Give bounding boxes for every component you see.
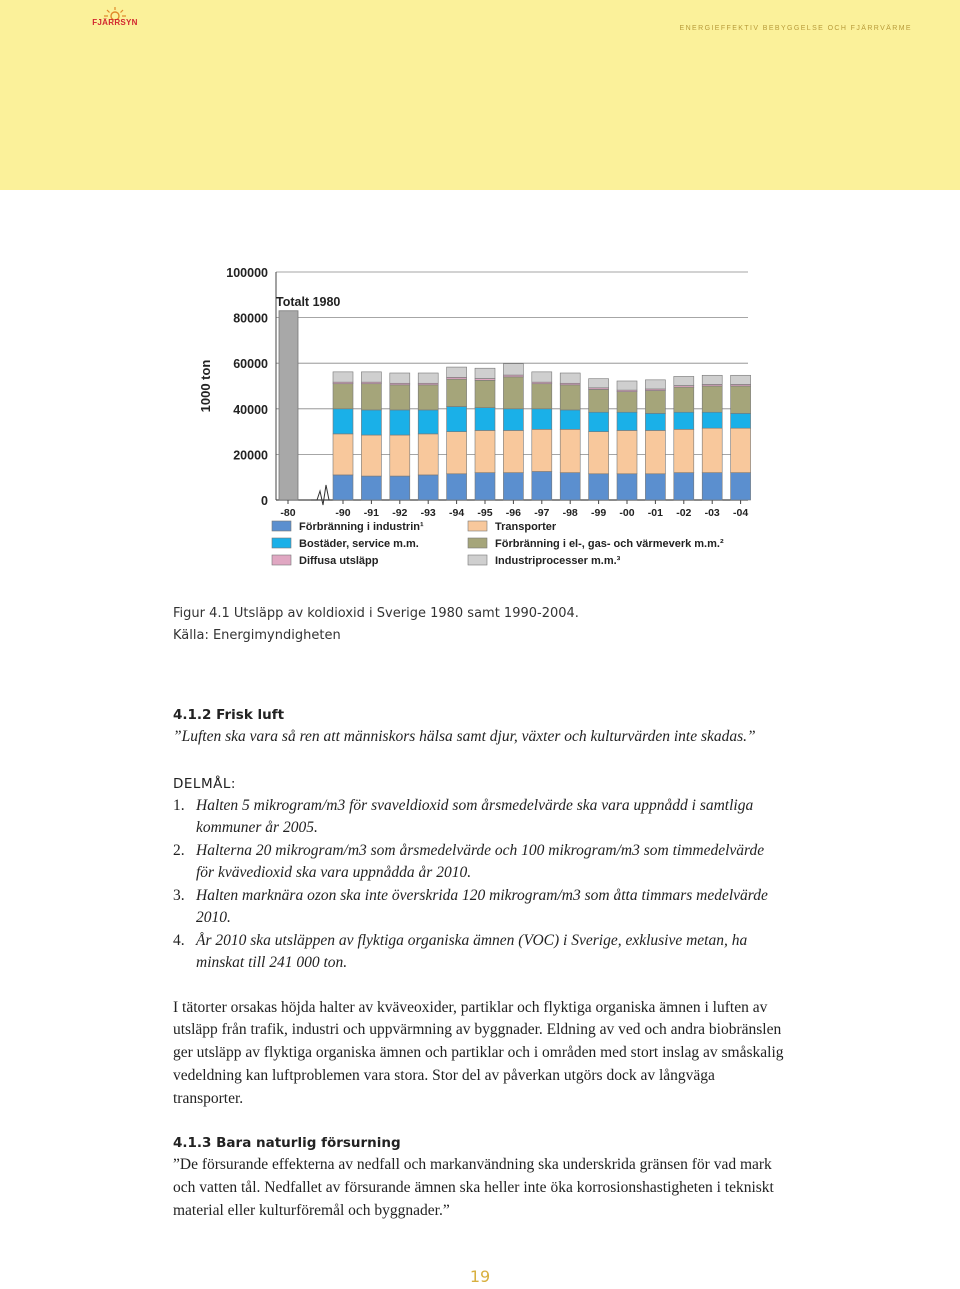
bar-segment bbox=[418, 410, 438, 434]
bar-segment bbox=[475, 473, 495, 500]
caption-title: Figur 4.1 Utsläpp av koldioxid i Sverige 1980 samt 1990-2004. bbox=[173, 606, 579, 621]
bar-segment bbox=[361, 435, 381, 476]
bar-segment bbox=[333, 409, 353, 434]
fjarrsyn-logo bbox=[92, 6, 138, 30]
caption-source: Källa: Energimyndigheten bbox=[173, 628, 341, 643]
running-title: ENERGIEFFEKTIV BEBYGGELSE OCH FJÄRRVÄRME bbox=[679, 25, 912, 32]
legend-swatch bbox=[468, 555, 487, 565]
bar-segment bbox=[702, 375, 722, 384]
bar-segment bbox=[475, 430, 495, 472]
x-tick-label: -98 bbox=[562, 507, 578, 519]
bar-segment bbox=[674, 412, 694, 429]
bar-segment bbox=[731, 473, 751, 500]
bar-segment bbox=[617, 412, 637, 430]
body-paragraph: I tätorter orsakas höjda halter av kväveoxider, partiklar och flyktiga organiska ämnen i luften av utsläpp från trafik, industri och uppvärmning av byggnader. Eldning av ved och andra biobränslen ger utsläpp av flyktiga organiska ämnen och partiklar och i områden med stort inslag av småskalig vedeldning kan luftproblemen vara stora. Stor del av påverkan utgörs dock av långväga transporter. bbox=[173, 998, 784, 1107]
bar-segment bbox=[731, 386, 751, 413]
legend-label: Transporter bbox=[495, 521, 557, 533]
page-number: 19 bbox=[469, 1267, 491, 1286]
page-header bbox=[0, 0, 960, 190]
goal-text: Halten marknära ozon ska inte överskrida 120 mikrogram/m3 som åtta timmars medelvärde 2010. bbox=[196, 886, 768, 926]
bar-segment bbox=[702, 386, 722, 412]
bar-segment bbox=[560, 473, 580, 500]
bar-segment bbox=[390, 410, 410, 435]
goal-item bbox=[173, 795, 785, 840]
section-heading-forsurning: 4.1.3 Bara naturlig försurning bbox=[173, 1135, 401, 1152]
axis-break-mark bbox=[311, 485, 334, 505]
legend-label: Diffusa utsläpp bbox=[299, 555, 379, 567]
bar-segment bbox=[390, 435, 410, 476]
goal-number: 4. bbox=[173, 931, 185, 949]
legend-swatch bbox=[272, 538, 291, 548]
bar-segment bbox=[532, 429, 552, 471]
bar-segment bbox=[589, 474, 609, 500]
logo-text: FJÄRRSYN bbox=[92, 18, 138, 27]
bar-segment bbox=[333, 372, 353, 382]
goal-number: 2. bbox=[173, 841, 185, 859]
bar-segment bbox=[674, 429, 694, 472]
x-tick-label: -00 bbox=[619, 507, 635, 519]
x-tick-label: -92 bbox=[392, 507, 408, 519]
bar-segment bbox=[447, 367, 467, 377]
x-tick-label: -93 bbox=[420, 507, 436, 519]
bar-segment bbox=[674, 387, 694, 412]
bar-segment bbox=[674, 473, 694, 500]
bar-segment bbox=[645, 474, 665, 500]
y-tick-label: 60000 bbox=[233, 357, 268, 372]
x-tick-label: -97 bbox=[534, 507, 550, 519]
bar-segment bbox=[645, 391, 665, 414]
bar-segment bbox=[475, 380, 495, 407]
figure-caption bbox=[173, 603, 579, 647]
bar-segment bbox=[447, 432, 467, 474]
co2-emissions-chart bbox=[190, 255, 760, 585]
goal-number: 1. bbox=[173, 796, 185, 814]
bar-segment bbox=[447, 474, 467, 500]
bar-segment bbox=[560, 373, 580, 383]
bar-segment bbox=[390, 476, 410, 500]
bar-segment bbox=[560, 429, 580, 472]
legend-label: Bostäder, service m.m. bbox=[299, 538, 419, 550]
bar-segment bbox=[645, 430, 665, 473]
goal-item bbox=[173, 885, 785, 930]
goal-text: Halten 5 mikrogram/m3 för svaveldioxid som årsmedelvärde ska vara uppnådd i samtliga kommuner år 2005. bbox=[196, 796, 754, 836]
goal-text: Halterna 20 mikrogram/m3 som årsmedelvärde och 100 mikrogram/m3 som timmedelvärde för kvävedioxid ska vara uppnådda år 2010. bbox=[196, 841, 765, 881]
bar-segment bbox=[702, 473, 722, 500]
bar-segment bbox=[532, 472, 552, 501]
section-forsurning bbox=[173, 1132, 785, 1222]
goals-list bbox=[173, 795, 785, 975]
bar-total-1980 bbox=[279, 311, 298, 500]
x-tick-label: -02 bbox=[676, 507, 692, 519]
bar-segment bbox=[333, 475, 353, 500]
bar-segment bbox=[731, 375, 751, 384]
delmal-label: DELMÅL: bbox=[173, 775, 236, 792]
section-heading-frisk-luft: 4.1.2 Frisk luft bbox=[173, 707, 285, 723]
y-axis-label: 1000 ton bbox=[198, 359, 213, 413]
bar-segment bbox=[390, 373, 410, 383]
section-quote: ”Luften ska vara så ren att människors hälsa samt djur, växter och kulturvärden inte skadas.” bbox=[173, 728, 756, 745]
x-tick-label: -91 bbox=[363, 507, 379, 519]
x-tick-label: -03 bbox=[704, 507, 720, 519]
section-quote-forsurning: ”De försurande effekterna av nedfall och markanvändning ska underskrida gränsen för vad mark och vatten tål. Nedfallet av försurande ämnen ska heller inte öka korrosionshastigheten i tekniskt material eller kulturföremål och byggnader.” bbox=[173, 1156, 774, 1220]
y-tick-label: 100000 bbox=[226, 266, 268, 280]
goal-item bbox=[173, 840, 785, 885]
bar-segment bbox=[645, 413, 665, 430]
legend-swatch bbox=[272, 521, 291, 531]
bar-segment bbox=[447, 379, 467, 406]
annotation-total-1980: Totalt 1980 bbox=[276, 295, 341, 309]
x-tick-label: -99 bbox=[591, 507, 607, 519]
bar-segment bbox=[674, 376, 694, 385]
bar-segment bbox=[589, 412, 609, 431]
bar-segment bbox=[418, 434, 438, 475]
bar-segment bbox=[532, 409, 552, 430]
y-tick-label: 40000 bbox=[233, 402, 268, 417]
bar-segment bbox=[503, 364, 523, 375]
bar-segment bbox=[702, 412, 722, 428]
bar-segment bbox=[361, 476, 381, 500]
bar-segment bbox=[418, 475, 438, 500]
bar-segment bbox=[532, 384, 552, 409]
bar-segment bbox=[447, 407, 467, 432]
bar-segment bbox=[503, 473, 523, 500]
bar-segment bbox=[361, 384, 381, 410]
x-tick-label: -94 bbox=[449, 507, 465, 519]
bar-segment bbox=[503, 377, 523, 409]
bar-segment bbox=[475, 408, 495, 431]
x-tick-label: -95 bbox=[477, 507, 493, 519]
bar-segment bbox=[333, 384, 353, 409]
bar-segment bbox=[503, 430, 523, 472]
bar-segment bbox=[333, 434, 353, 475]
y-tick-label: 80000 bbox=[233, 311, 268, 326]
bar-segment bbox=[361, 410, 381, 435]
bar-segment bbox=[645, 380, 665, 389]
bar-segment bbox=[560, 385, 580, 410]
legend-swatch bbox=[468, 538, 487, 548]
x-tick-label: -80 bbox=[280, 507, 296, 519]
bar-segment bbox=[418, 373, 438, 383]
bar-segment bbox=[532, 372, 552, 382]
bar-segment bbox=[361, 372, 381, 382]
bar-segment bbox=[617, 430, 637, 473]
x-tick-label: -01 bbox=[647, 507, 663, 519]
bar-segment bbox=[390, 385, 410, 410]
legend-label: Förbränning i el-, gas- och värmeverk m.m.² bbox=[495, 538, 724, 550]
bar-segment bbox=[503, 409, 523, 431]
x-tick-label: -04 bbox=[733, 507, 749, 519]
bar-segment bbox=[589, 379, 609, 388]
bar-segment bbox=[589, 389, 609, 412]
legend-swatch bbox=[272, 555, 291, 565]
bar-segment bbox=[475, 368, 495, 378]
bar-segment bbox=[617, 474, 637, 500]
y-tick-label: 20000 bbox=[233, 448, 268, 463]
bar-segment bbox=[617, 381, 637, 390]
bar-segment bbox=[702, 428, 722, 472]
goal-item bbox=[173, 930, 785, 975]
x-tick-label: -96 bbox=[505, 507, 521, 519]
legend-swatch bbox=[468, 521, 487, 531]
bar-segment bbox=[731, 413, 751, 428]
legend-label: Förbränning i industrin¹ bbox=[299, 521, 424, 533]
legend-label: Industriprocesser m.m.³ bbox=[495, 555, 621, 567]
x-tick-label: -90 bbox=[335, 507, 351, 519]
goal-text: År 2010 ska utsläppen av flyktiga organiska ämnen (VOC) i Sverige, exklusive metan, ha minskat till 241 000 ton. bbox=[196, 931, 748, 971]
bar-segment bbox=[617, 392, 637, 413]
bar-segment bbox=[418, 385, 438, 410]
bar-segment bbox=[589, 432, 609, 474]
bar-segment bbox=[560, 410, 580, 429]
goal-number: 3. bbox=[173, 886, 185, 904]
bar-segment bbox=[731, 428, 751, 472]
y-tick-label: 0 bbox=[261, 494, 268, 508]
main-content bbox=[173, 704, 785, 1223]
